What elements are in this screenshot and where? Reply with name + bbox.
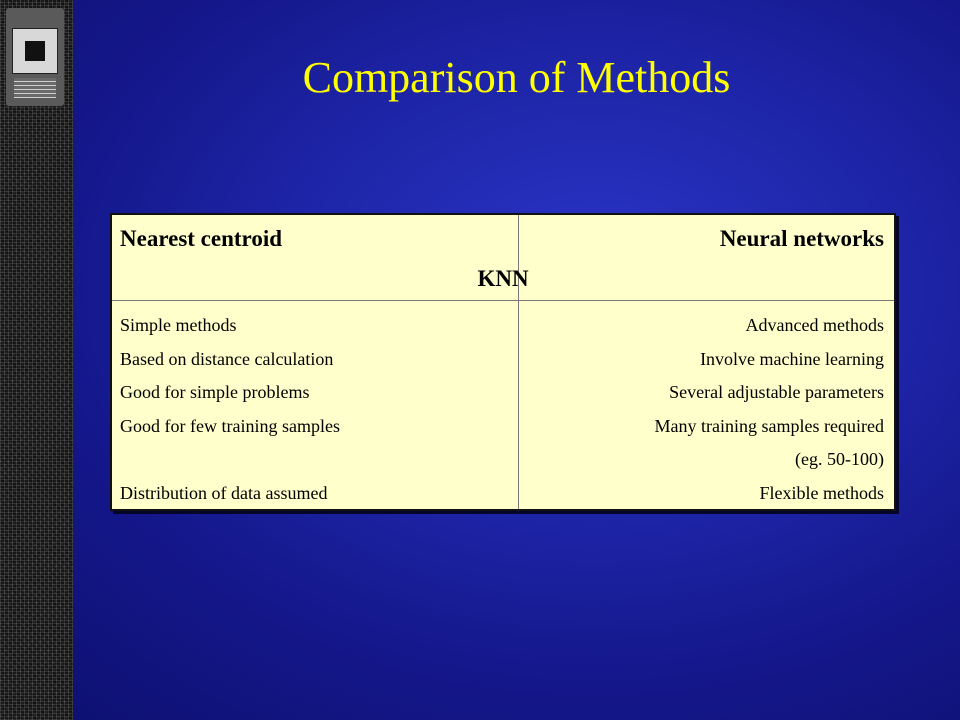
left-item: Distribution of data assumed <box>120 482 328 503</box>
right-item: Flexible methods <box>759 482 884 503</box>
right-item: (eg. 50-100) <box>795 449 884 469</box>
left-item: Good for simple problems <box>120 382 310 402</box>
memory-card-image <box>6 8 64 106</box>
left-decorative-strip <box>0 0 73 720</box>
header-divider <box>112 300 894 301</box>
left-column-list <box>120 309 340 510</box>
left-item: Good for few training samples <box>120 415 340 436</box>
right-column-list <box>655 309 884 510</box>
right-item: Many training samples required <box>654 415 884 436</box>
header-neural-networks: Neural networks <box>719 226 884 251</box>
header-knn: KNN <box>477 266 529 291</box>
right-item: Involve machine learning <box>700 348 884 369</box>
column-divider <box>518 215 519 509</box>
memory-card-face <box>12 28 58 74</box>
right-item: Advanced methods <box>745 315 884 335</box>
left-item: Simple methods <box>120 315 237 335</box>
memory-card-chip <box>25 41 45 61</box>
slide-title: Comparison of Methods <box>302 53 731 102</box>
left-item: Based on distance calculation <box>120 348 334 369</box>
memory-card-label <box>14 78 56 98</box>
comparison-table <box>110 213 896 511</box>
left-item <box>120 443 340 477</box>
header-nearest-centroid: Nearest centroid <box>120 226 283 251</box>
right-item: Several adjustable parameters <box>669 382 884 402</box>
